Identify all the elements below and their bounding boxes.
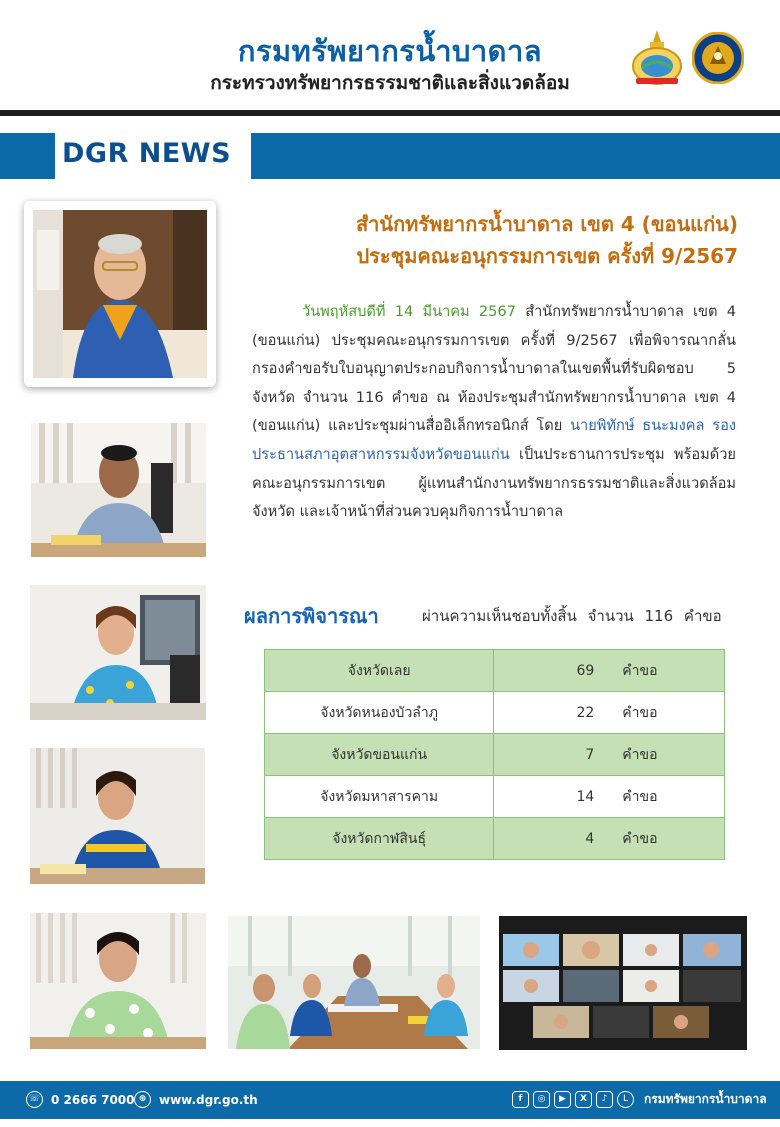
website-url: www.dgr.go.th	[159, 1092, 258, 1107]
province-cell: จังหวัดมหาสารคาม	[265, 776, 494, 818]
footer-website[interactable]	[134, 1091, 258, 1108]
province-cell: จังหวัดเลย	[265, 650, 494, 692]
count-unit: คำขอ	[622, 746, 658, 763]
count-unit: คำขอ	[622, 662, 658, 679]
chairman-photo	[33, 210, 207, 378]
line-icon[interactable]: L	[617, 1091, 634, 1108]
results-summary: ผ่านความเห็นชอบทั้งสิ้น จำนวน 116 คำขอ	[422, 607, 722, 625]
province-cell: จังหวัดหนองบัวลำภู	[265, 692, 494, 734]
instagram-icon[interactable]: ◎	[533, 1091, 550, 1108]
headline-line-1: สำนักทรัพยากรน้ำบาดาล เขต 4 (ขอนแก่น)	[355, 212, 738, 236]
phone-icon: ☏	[26, 1091, 43, 1108]
table-row	[265, 650, 725, 692]
count-unit: คำขอ	[622, 788, 658, 805]
table-row	[265, 776, 725, 818]
committee-member-photo-3	[30, 748, 205, 884]
ministry-emblem-logo	[630, 28, 684, 88]
committee-member-photo-2	[30, 585, 206, 720]
count-unit: คำขอ	[622, 704, 658, 721]
body-text-1: สำนักทรัพยากรน้ำบาดาล เขต 4 (ขอนแก่น) ประชุมคณะอนุกรรมการเขต ครั้งที่ 9/2567 เพื่อพิจารณากลั่นกรองคำขอรับใบอนุญาตประกอบกิจการน้ำบาดาลในเขตพื้นที่รับผิดชอบ 5 จังหวัด จำนวน 116 คำขอ ณ ห้องประชุมสำนักทรัพยากรน้ำบาดาล เขต 4 (ขอนแก่น) และประชุมผ่านสื่ออิเล็กทรอนิกส์ โดย	[252, 303, 736, 435]
results-table	[264, 649, 725, 860]
count-value: 69	[576, 662, 595, 679]
meeting-date: วันพฤหัสบดีที่ 14 มีนาคม 2567	[302, 303, 516, 320]
article-body	[252, 298, 736, 527]
youtube-icon[interactable]: ▶	[554, 1091, 571, 1108]
footer-org-name: กรมทรัพยากรน้ำบาดาล	[644, 1092, 767, 1106]
count-value: 14	[576, 788, 595, 805]
results-label: ผลการพิจารณา	[244, 604, 379, 628]
facebook-icon[interactable]: f	[512, 1091, 529, 1108]
footer-phone[interactable]	[26, 1091, 135, 1108]
committee-member-photo-1	[31, 423, 206, 557]
table-row	[265, 818, 725, 860]
count-cell	[494, 692, 725, 734]
table-row	[265, 692, 725, 734]
count-cell	[494, 818, 725, 860]
count-value: 22	[576, 704, 595, 721]
count-value: 4	[585, 830, 595, 847]
count-cell	[494, 734, 725, 776]
phone-number: 0 2666 7000	[51, 1092, 135, 1107]
tiktok-icon[interactable]: ♪	[596, 1091, 613, 1108]
chairperson-name: นายพิทักษ์ ธนะมงคล รองประธานสภาอุตสาหกรรมจังหวัดขอนแก่น	[252, 417, 736, 463]
video-conference-screenshot	[499, 916, 747, 1050]
headline-line-2: ประชุมคณะอนุกรรมการเขต ครั้งที่ 9/2567	[356, 244, 738, 268]
org-title: กรมทรัพยากรน้ำบาดาล	[237, 34, 543, 68]
table-row	[265, 734, 725, 776]
province-cell: จังหวัดกาฬสินธุ์	[265, 818, 494, 860]
ministry-subtitle: กระทรวงทรัพยากรธรรมชาติและสิ่งแวดล้อม	[210, 72, 570, 94]
count-cell	[494, 650, 725, 692]
globe-icon: ⊕	[134, 1091, 151, 1108]
province-cell: จังหวัดขอนแก่น	[265, 734, 494, 776]
news-band-edge	[0, 133, 52, 179]
count-unit: คำขอ	[622, 830, 658, 847]
body-text-2: เป็นประธานการประชุม พร้อมด้วยคณะอนุกรรมการเขต ผู้แทนสำนักงานทรัพยากรธรรมชาติและสิ่งแวดล้อมจังหวัด และเจ้าหน้าที่ส่วนควบคุมกิจการน้ำบาดาล	[252, 445, 736, 521]
header-divider	[0, 110, 780, 116]
section-title: DGR NEWS	[62, 138, 232, 169]
footer-social	[512, 1090, 767, 1109]
committee-member-photo-4	[30, 913, 206, 1049]
department-seal-logo	[692, 32, 744, 84]
count-value: 7	[585, 746, 595, 763]
meeting-room-photo	[228, 916, 480, 1049]
count-cell	[494, 776, 725, 818]
x-icon[interactable]: X	[575, 1091, 592, 1108]
